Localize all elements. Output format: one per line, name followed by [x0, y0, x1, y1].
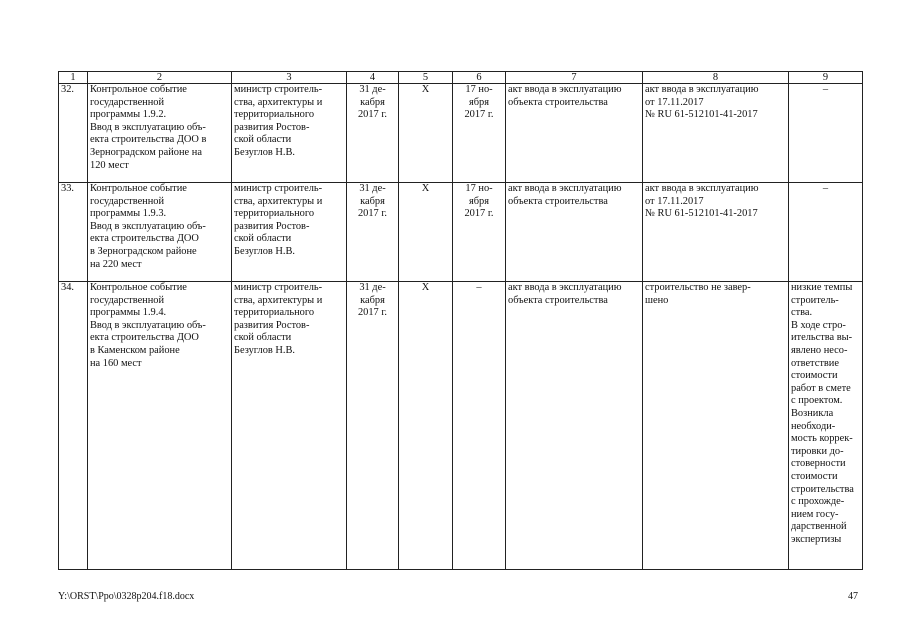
- responsible-cell: министр строитель- ства, архитектуры и территориального развития Ростов- ской области Безуглов Н.В.: [232, 183, 347, 282]
- plan-result-cell: акт ввода в эксплуатацию объекта строительства: [506, 84, 643, 183]
- plan-date-cell: 31 де- кабря 2017 г.: [347, 84, 399, 183]
- row-number: 32.: [59, 84, 88, 183]
- table-row: [59, 183, 863, 282]
- fact-result-cell: строительство не завер- шено: [643, 282, 789, 570]
- reason-cell: –: [789, 183, 863, 282]
- col5-cell: Х: [399, 84, 453, 183]
- responsible-cell: министр строитель- ства, архитектуры и территориального развития Ростов- ской области Безуглов Н.В.: [232, 84, 347, 183]
- table-row: [59, 84, 863, 183]
- report-table: [58, 71, 863, 570]
- fact-date-cell: –: [453, 282, 506, 570]
- event-cell: Контрольное событие государственной программы 1.9.4. Ввод в эксплуатацию объ- екта строительства ДОО в Каменском районе на 160 мест: [88, 282, 232, 570]
- column-header: 9: [789, 72, 863, 84]
- reason-cell: –: [789, 84, 863, 183]
- column-header: 2: [88, 72, 232, 84]
- footer-file-path: Y:\ORST\Ppo\0328p204.f18.docx: [58, 591, 195, 602]
- column-header: 4: [347, 72, 399, 84]
- reason-cell: низкие темпы строитель- ства. В ходе стро- ительства вы- явлено несо- ответствие стоимости работ в смете с проектом. Возникла необходи- мость коррек- тировки до- стоверности стоимости строительства с прохожде- нием госу- дарственной экспертизы: [789, 282, 863, 570]
- plan-date-cell: 31 де- кабря 2017 г.: [347, 282, 399, 570]
- fact-date-cell: 17 но- ября 2017 г.: [453, 84, 506, 183]
- page-number: 47: [848, 591, 858, 602]
- header-row: [59, 72, 863, 84]
- plan-result-cell: акт ввода в эксплуатацию объекта строительства: [506, 282, 643, 570]
- event-cell: Контрольное событие государственной программы 1.9.2. Ввод в эксплуатацию объ- екта строительства ДОО в Зерноградском районе на 120 мест: [88, 84, 232, 183]
- column-header: 8: [643, 72, 789, 84]
- event-cell: Контрольное событие государственной программы 1.9.3. Ввод в эксплуатацию объ- екта строительства ДОО в Зерноградском районе на 220 мест: [88, 183, 232, 282]
- row-number: 34.: [59, 282, 88, 570]
- row-number: 33.: [59, 183, 88, 282]
- column-header: 5: [399, 72, 453, 84]
- table-row: [59, 282, 863, 570]
- plan-date-cell: 31 де- кабря 2017 г.: [347, 183, 399, 282]
- column-header: 3: [232, 72, 347, 84]
- col5-cell: Х: [399, 183, 453, 282]
- col5-cell: Х: [399, 282, 453, 570]
- fact-date-cell: 17 но- ября 2017 г.: [453, 183, 506, 282]
- column-header: 1: [59, 72, 88, 84]
- column-header: 6: [453, 72, 506, 84]
- column-header: 7: [506, 72, 643, 84]
- fact-result-cell: акт ввода в эксплуатацию от 17.11.2017 № RU 61-512101-41-2017: [643, 183, 789, 282]
- responsible-cell: министр строитель- ства, архитектуры и территориального развития Ростов- ской области Безуглов Н.В.: [232, 282, 347, 570]
- fact-result-cell: акт ввода в эксплуатацию от 17.11.2017 № RU 61-512101-41-2017: [643, 84, 789, 183]
- plan-result-cell: акт ввода в эксплуатацию объекта строительства: [506, 183, 643, 282]
